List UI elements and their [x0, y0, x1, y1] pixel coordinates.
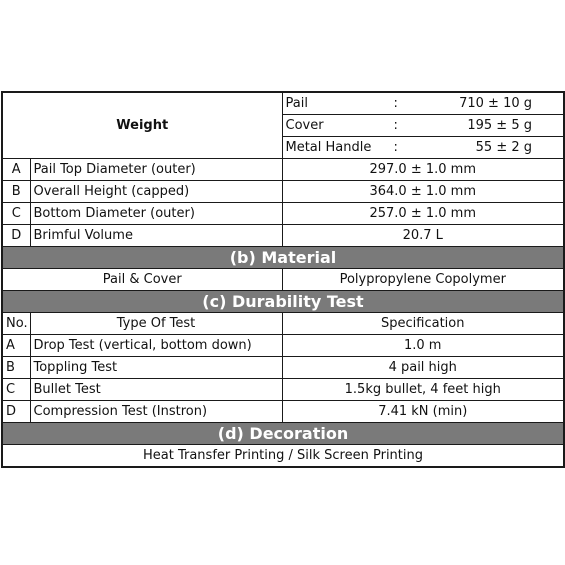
- col-header-no: No.: [2, 313, 30, 335]
- durability-row: [2, 357, 564, 379]
- decoration-section-header: [2, 423, 564, 445]
- material-section-header: [2, 247, 564, 269]
- decoration-row: [2, 445, 564, 468]
- test-no: D: [2, 401, 30, 423]
- durability-title: (c) Durability Test: [2, 291, 564, 313]
- dimension-row: [2, 159, 564, 181]
- dimension-letter: A: [2, 159, 30, 181]
- test-no: C: [2, 379, 30, 401]
- test-spec: 4 pail high: [282, 357, 564, 379]
- dimension-label: Overall Height (capped): [30, 181, 282, 203]
- spec-sheet: [1, 91, 563, 468]
- dimension-value: 257.0 ± 1.0 mm: [282, 203, 564, 225]
- weight-handle-cell: [282, 137, 564, 159]
- dimension-label: Bottom Diameter (outer): [30, 203, 282, 225]
- material-label: Pail & Cover: [2, 269, 282, 291]
- weight-colon: :: [393, 117, 398, 133]
- decoration-value: Heat Transfer Printing / Silk Screen Printing: [2, 445, 564, 468]
- weight-value: 55 ± 2 g: [475, 139, 532, 155]
- durability-section-header: [2, 291, 564, 313]
- material-row: [2, 269, 564, 291]
- material-value: Polypropylene Copolymer: [282, 269, 564, 291]
- dimension-value: 20.7 L: [282, 225, 564, 247]
- weight-colon: :: [393, 95, 398, 111]
- weight-colon: :: [393, 139, 398, 155]
- dimension-label: Pail Top Diameter (outer): [30, 159, 282, 181]
- test-no: A: [2, 335, 30, 357]
- test-type: Bullet Test: [30, 379, 282, 401]
- weight-row-pail: [2, 92, 564, 115]
- col-header-spec: Specification: [282, 313, 564, 335]
- test-no: B: [2, 357, 30, 379]
- test-type: Compression Test (Instron): [30, 401, 282, 423]
- weight-item: Pail: [285, 95, 308, 111]
- dimension-value: 364.0 ± 1.0 mm: [282, 181, 564, 203]
- test-spec: 1.0 m: [282, 335, 564, 357]
- dimension-letter: D: [2, 225, 30, 247]
- weight-cover-cell: [282, 115, 564, 137]
- durability-row: [2, 379, 564, 401]
- decoration-title: (d) Decoration: [2, 423, 564, 445]
- weight-label: Weight: [2, 92, 282, 159]
- durability-header-row: [2, 313, 564, 335]
- col-header-type: Type Of Test: [30, 313, 282, 335]
- test-type: Toppling Test: [30, 357, 282, 379]
- weight-value: 195 ± 5 g: [467, 117, 532, 133]
- dimension-row: [2, 225, 564, 247]
- dimension-label: Brimful Volume: [30, 225, 282, 247]
- test-spec: 1.5kg bullet, 4 feet high: [282, 379, 564, 401]
- durability-row: [2, 335, 564, 357]
- dimension-letter: C: [2, 203, 30, 225]
- dimension-value: 297.0 ± 1.0 mm: [282, 159, 564, 181]
- dimension-row: [2, 203, 564, 225]
- test-type: Drop Test (vertical, bottom down): [30, 335, 282, 357]
- weight-item: Cover: [285, 117, 324, 133]
- dimension-letter: B: [2, 181, 30, 203]
- weight-item: Metal Handle: [285, 139, 372, 155]
- material-title: (b) Material: [2, 247, 564, 269]
- durability-row: [2, 401, 564, 423]
- spec-table: [1, 91, 565, 468]
- dimension-row: [2, 181, 564, 203]
- weight-value: 710 ± 10 g: [459, 95, 532, 111]
- weight-pail-cell: [282, 92, 564, 115]
- test-spec: 7.41 kN (min): [282, 401, 564, 423]
